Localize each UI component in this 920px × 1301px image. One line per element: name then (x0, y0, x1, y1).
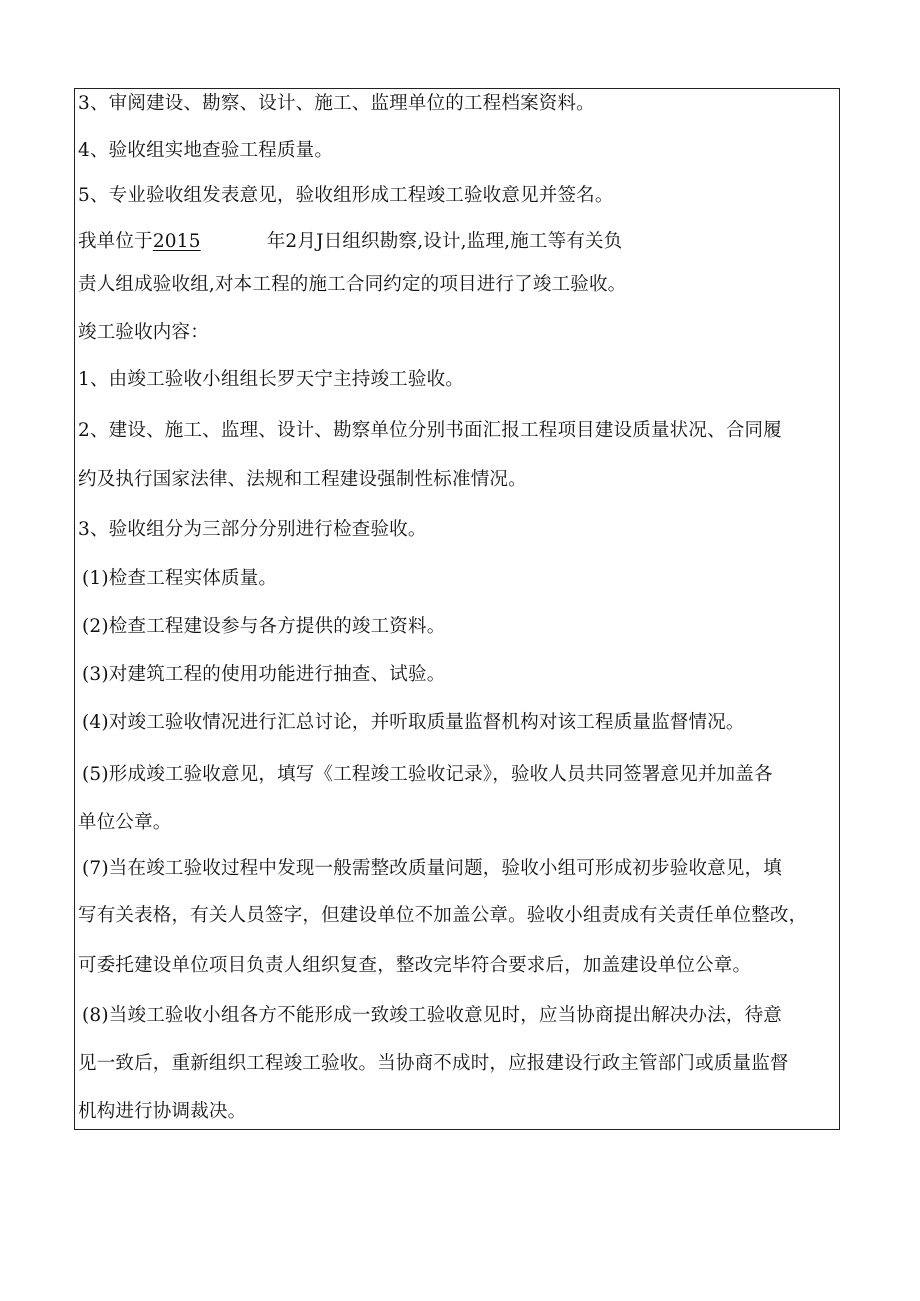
list-item: (1)检查工程实体质量。 (82, 568, 278, 589)
text-line: 3、审阅建设、勘察、设计、施工、监理单位的工程档案资料。 (78, 93, 595, 114)
list-item: (7)当在竣工验收过程中发现一般需整改质量问题，验收小组可形成初步验收意见，填 (82, 858, 783, 879)
text-line: 责人组成验收组,对本工程的施工合同约定的项目进行了竣工验收。 (78, 274, 627, 295)
text-line: 4、验收组实地查验工程质量。 (78, 140, 334, 161)
text-line: 1、由竣工验收小组组长罗天宁主持竣工验收。 (78, 369, 464, 390)
list-item: (2)检查工程建设参与各方提供的竣工资料。 (82, 616, 446, 637)
date-rest: 年2月J日组织勘察,设计,监理,施工等有关负 (266, 231, 623, 252)
text-line: 见一致后，重新组织工程竣工验收。当协商不成时，应报建设行政主管部门或质量监督 (78, 1053, 789, 1074)
text-line-date (78, 231, 622, 253)
list-item: (5)形成竣工验收意见，填写《工程竣工验收记录》，验收人员共同签署意见并加盖各 (82, 764, 773, 785)
list-item: (3)对建筑工程的使用功能进行抽查、试验。 (82, 664, 446, 685)
date-year: 2015 (152, 231, 201, 252)
text-line: 机构进行协调裁决。 (78, 1101, 247, 1122)
list-item: (8)当竣工验收小组各方不能形成一致竣工验收意见时，应当协商提出解决办法，待意 (82, 1005, 783, 1026)
date-prefix: 我单位于 (78, 231, 153, 252)
text-line: 2、建设、施工、监理、设计、勘察单位分别书面汇报工程项目建设质量状况、合同履 (78, 420, 782, 441)
text-line: 写有关表格，有关人员签字，但建设单位不加盖公章。验收小组责成有关责任单位整改， (78, 905, 808, 926)
text-line: 单位公章。 (78, 812, 172, 833)
text-line: 3、验收组分为三部分分别进行检查验收。 (78, 519, 427, 540)
list-item: (4)对竣工验收情况进行汇总讨论，并听取质量监督机构对该工程质量监督情况。 (82, 712, 745, 733)
section-heading: 竣工验收内容： (78, 322, 209, 343)
text-line: 5、专业验收组发表意见，验收组形成工程竣工验收意见并签名。 (78, 185, 614, 206)
text-line: 可委托建设单位项目负责人组织复查，整改完毕符合要求后，加盖建设单位公章。 (78, 955, 752, 976)
text-line: 约及执行国家法律、法规和工程建设强制性标准情况。 (78, 469, 527, 490)
